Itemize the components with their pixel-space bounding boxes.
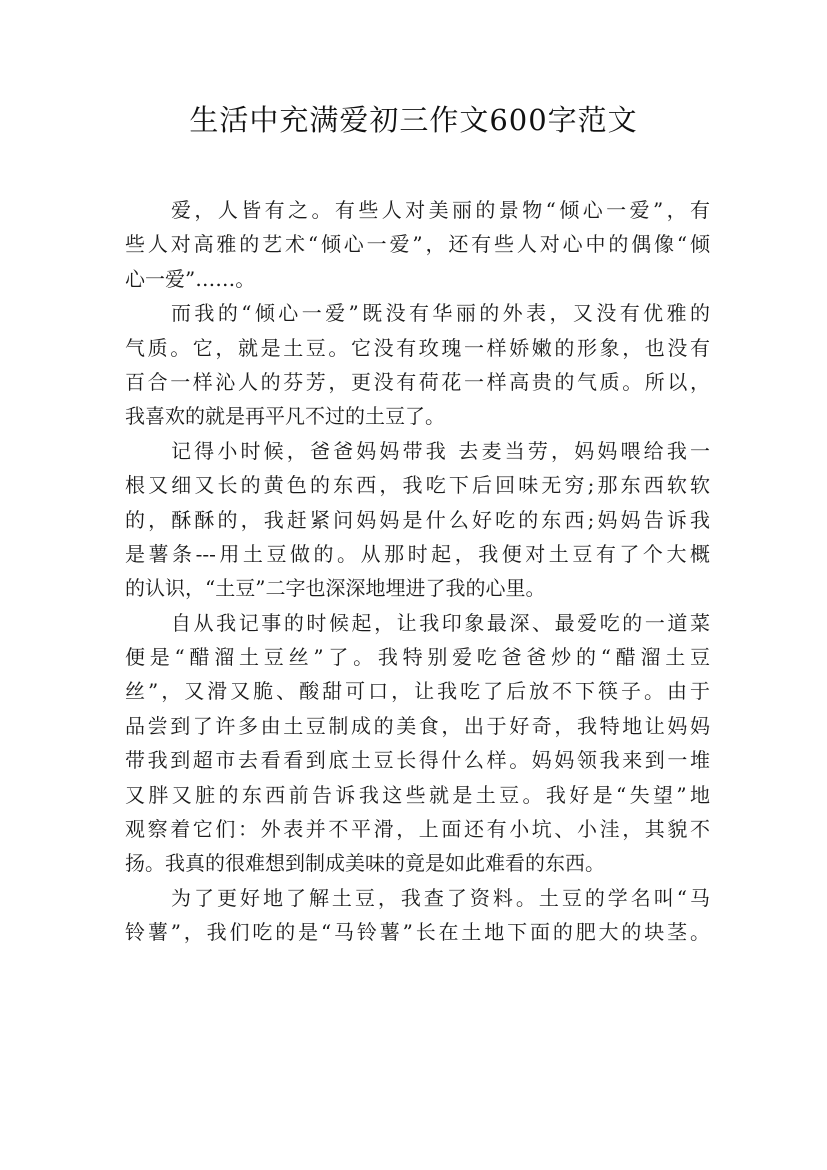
paragraph-line: 的，酥酥的，我赶紧问妈妈是什么好吃的东西;妈妈告诉我 (125, 507, 710, 532)
paragraph-line: 自从我记事的时候起，让我印象最深、最爱吃的一道菜 (171, 610, 710, 635)
paragraph-line: 我喜欢的就是再平凡不过的土豆了。 (125, 404, 445, 429)
paragraph-4 (125, 606, 710, 881)
paragraph-line: 些人对高雅的艺术“倾心一爱”，还有些人对心中的偶像“倾 (125, 232, 710, 257)
paragraph-line: 观察着它们：外表并不平滑，上面还有小坑、小洼，其貌不 (125, 817, 710, 842)
paragraph-line: 而我的“倾心一爱”既没有华丽的外表，又没有优雅的 (171, 301, 710, 326)
paragraph-3 (125, 434, 710, 606)
paragraph-line: 爱，人皆有之。有些人对美丽的景物“倾心一爱”，有 (171, 198, 710, 222)
paragraph-line: 品尝到了许多由土豆制成的美食，出于好奇，我特地让妈妈 (125, 713, 710, 738)
paragraph-line: 为了更好地了解土豆，我查了资料。土豆的学名叫“马 (171, 885, 710, 910)
paragraph-line: 丝”，又滑又脆、酸甜可口，让我吃了后放不下筷子。由于 (125, 679, 710, 704)
paragraph-line: 百合一样沁人的芬芳，更没有荷花一样高贵的气质。所以， (125, 369, 710, 394)
document-body (125, 193, 710, 950)
paragraph-5 (125, 881, 710, 950)
paragraph-line: 扬。我真的很难想到制成美味的竟是如此难看的东西。 (125, 851, 605, 876)
paragraph-line: 是薯条---用土豆做的。从那时起，我便对土豆有了个大概 (125, 541, 710, 566)
paragraph-line: 的认识，“土豆”二字也深深地埋进了我的心里。 (125, 576, 546, 601)
document-title: 生活中充满爱初三作文600字范文 (189, 103, 638, 137)
paragraph-line: 又胖又脏的东西前告诉我这些就是土豆。我好是“失望”地 (125, 782, 710, 807)
paragraph-line: 气质。它，就是土豆。它没有玫瑰一样娇嫩的形象，也没有 (125, 335, 710, 360)
paragraph-line: 带我到超市去看看到底土豆长得什么样。妈妈领我来到一堆 (125, 748, 710, 773)
paragraph-line: 便是“醋溜土豆丝”了。我特别爱吃爸爸炒的“醋溜土豆 (125, 645, 710, 670)
paragraph-line: 记得小时候，爸爸妈妈带我 去麦当劳，妈妈喂给我一 (171, 438, 710, 463)
paragraph-line: 铃薯”，我们吃的是“马铃薯”长在土地下面的肥大的块茎。 (125, 920, 710, 945)
paragraph-line: 心一爱”……。 (125, 266, 256, 291)
paragraph-1 (125, 193, 710, 296)
paragraph-2 (125, 296, 710, 434)
paragraph-line: 根又细又长的黄色的东西，我吃下后回味无穷;那东西软软 (125, 473, 710, 498)
